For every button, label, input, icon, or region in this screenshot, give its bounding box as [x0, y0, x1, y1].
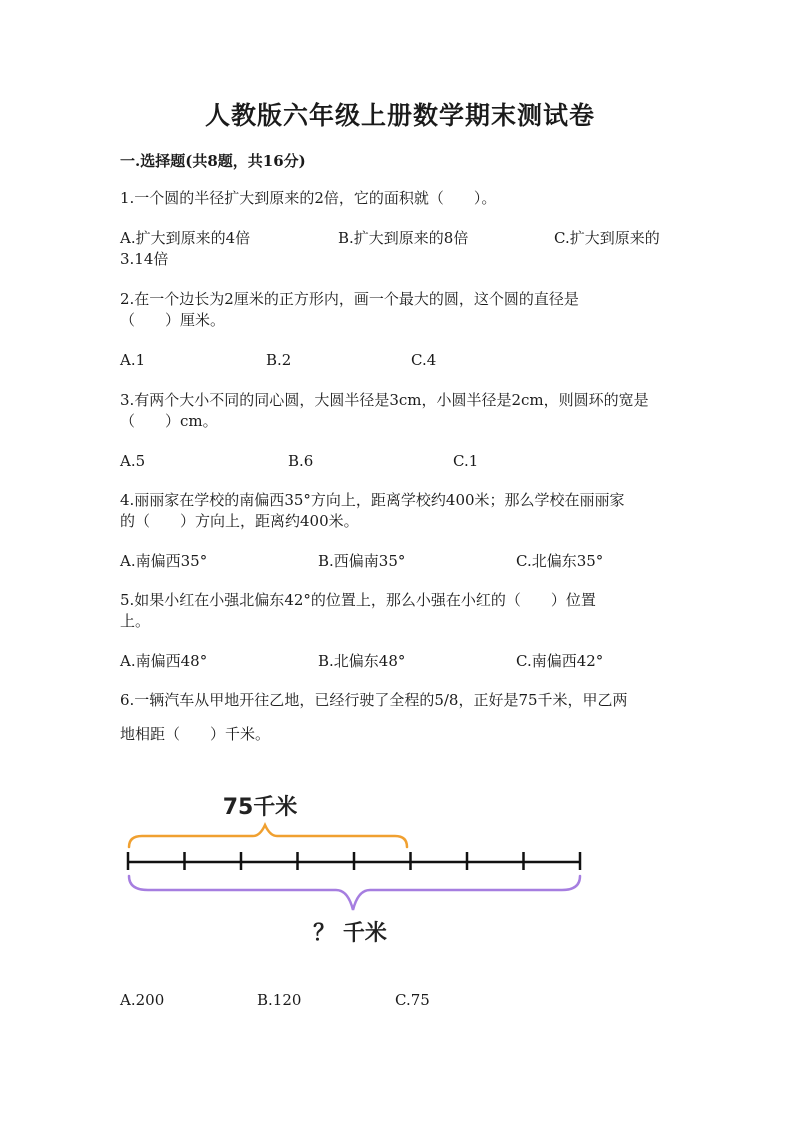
page-title: 人教版六年级上册数学期末测试卷: [204, 101, 595, 130]
question-4-option-a: A.南偏西35°: [120, 552, 208, 570]
question-5-option-a: A.南偏西48°: [120, 652, 208, 670]
question-6-option-b: B.120: [257, 991, 302, 1009]
known-distance-label: 75千米: [222, 795, 298, 820]
question-3-option-a: A.5: [120, 452, 146, 470]
question-4-text-line-2: 的（ ）方向上，距离约400米。: [120, 512, 359, 530]
question-2-text-line-1: 2.在一个边长为2厘米的正方形内，画一个最大的圆，这个圆的直径是: [120, 290, 579, 308]
total-distance-brace: [129, 876, 580, 910]
question-6-option-a: A.200: [120, 991, 165, 1009]
question-2-option-c: C.4: [411, 351, 437, 369]
question-1-option-c: C.扩大到原来的: [554, 229, 660, 247]
question-1-option-b: B.扩大到原来的8倍: [338, 229, 469, 247]
question-4-text-line-1: 4.丽丽家在学校的南偏西35°方向上，距离学校约400米；那么学校在丽丽家: [120, 491, 625, 509]
question-1-option-c-wrap: 3.14倍: [120, 250, 169, 268]
question-3-option-c: C.1: [453, 452, 479, 470]
question-3-text-line-2: （ ）cm。: [120, 412, 218, 430]
question-1-text: 1.一个圆的半径扩大到原来的2倍，它的面积就（ ）。: [120, 189, 497, 207]
question-3-option-b: B.6: [288, 452, 314, 470]
question-2-option-a: A.1: [120, 351, 146, 369]
question-6-text-line-2: 地相距（ ）千米。: [120, 725, 271, 743]
total-distance-label: ？ 千米: [313, 921, 387, 946]
segment-diagram: [110, 780, 600, 955]
question-1-option-a: A.扩大到原来的4倍: [120, 229, 251, 247]
question-2-text-line-2: （ ）厘米。: [120, 311, 226, 329]
question-4-option-b: B.西偏南35°: [318, 552, 406, 570]
question-5-text-line-2: 上。: [120, 612, 151, 630]
section-heading: 一.选择题(共8题，共16分): [120, 152, 306, 170]
question-5-option-c: C.南偏西42°: [516, 652, 604, 670]
question-5-option-b: B.北偏东48°: [318, 652, 406, 670]
question-2-option-b: B.2: [266, 351, 292, 369]
question-6-option-c: C.75: [395, 991, 430, 1009]
question-4-option-c: C.北偏东35°: [516, 552, 604, 570]
question-3-text-line-1: 3.有两个大小不同的同心圆，大圆半径是3cm，小圆半径是2cm，则圆环的宽是: [120, 391, 649, 409]
question-5-text-line-1: 5.如果小红在小强北偏东42°的位置上，那么小强在小红的（ ）位置: [120, 591, 596, 609]
question-6-text-line-1: 6.一辆汽车从甲地开往乙地，已经行驶了全程的5/8，正好是75千米，甲乙两: [120, 691, 628, 709]
known-distance-brace: [129, 825, 407, 847]
